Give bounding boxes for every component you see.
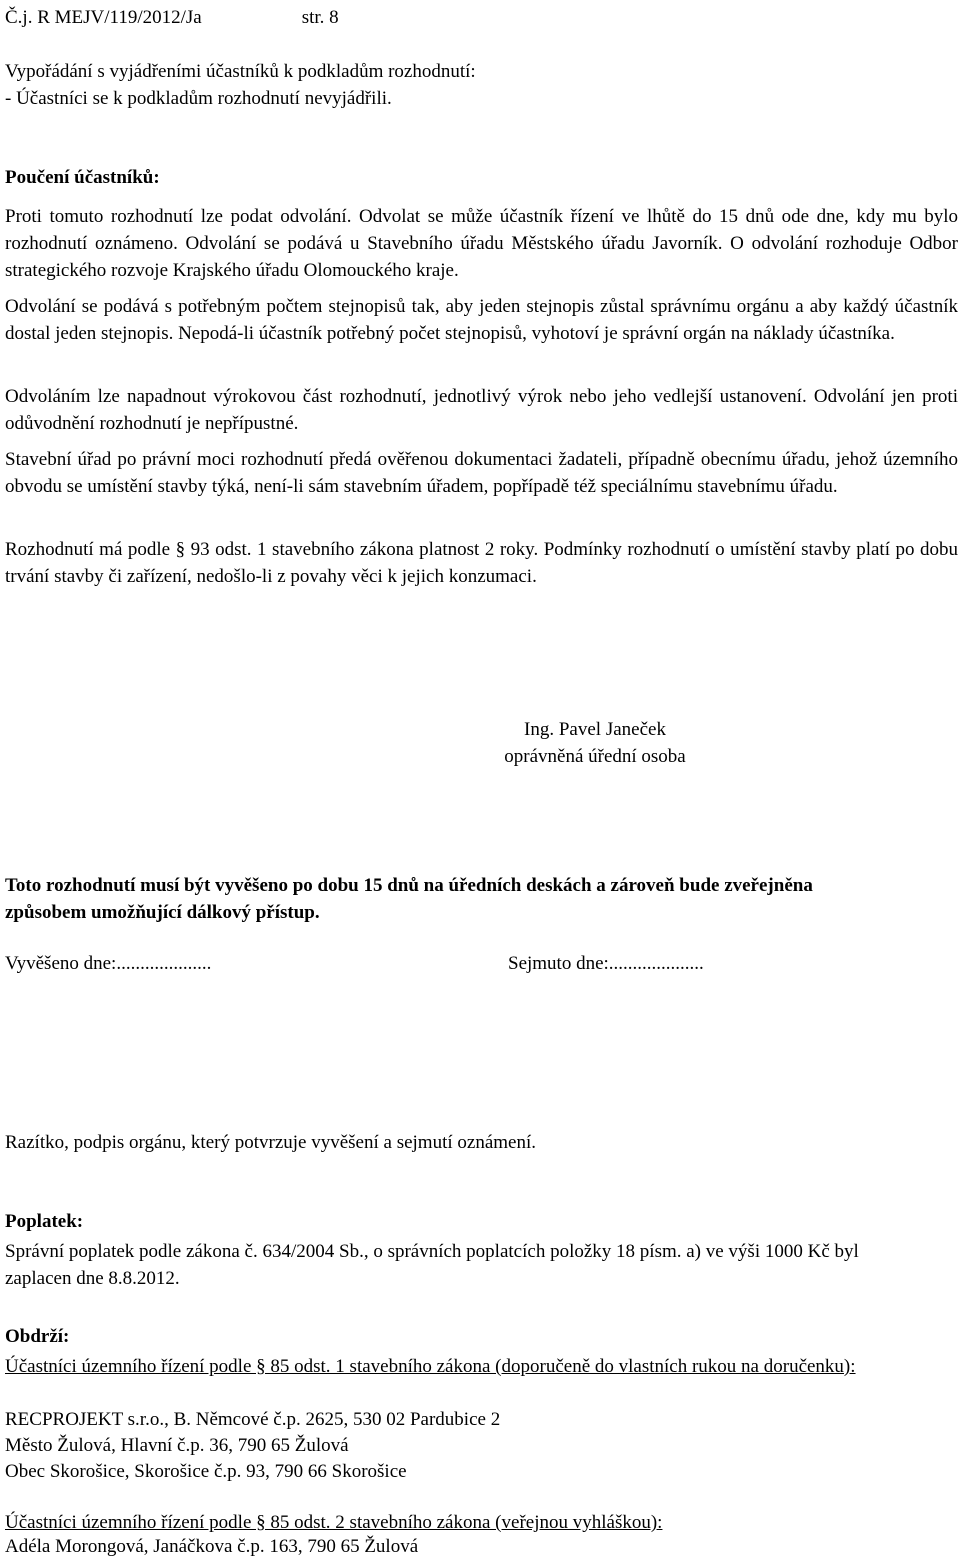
recipient-item: Adéla Morongová, Janáčkova č.p. 163, 790 65 Žulová — [5, 1536, 419, 1557]
removed-date-field: Sejmuto dne:.................... — [508, 953, 704, 974]
posted-date-field: Vyvěšeno dne:.................... — [5, 953, 212, 974]
recipients-group-1-title: Účastníci územního řízení podle § 85 odst. 1 stavebního zákona (doporučeně do vlastních rukou na doručenku): — [5, 1356, 856, 1377]
fee-text: Správní poplatek podle zákona č. 634/2004 Sb., o správních poplatcích položky 18 písm. a) ve výši 1000 Kč byl zaplacen dne 8.8.2012. — [5, 1241, 859, 1289]
recipient-item: Město Žulová, Hlavní č.p. 36, 790 65 Žulová — [5, 1435, 349, 1456]
signature-role: oprávněná úřední osoba — [504, 746, 686, 767]
instruction-scope-paragraph: Odvoláním lze napadnout výrokovou část rozhodnutí, jednotlivý výrok nebo jeho vedlejší ustanovení. Odvolání jen proti odůvodnění rozhodnutí je nepřípustné. — [5, 386, 958, 434]
instruction-appeal-paragraph: Proti tomuto rozhodnutí lze podat odvolání. Odvolat se může účastník řízení ve lhůtě do 15 dnů ode dne, kdy mu bylo rozhodnutí oznámeno. Odvolání se podává u Stavebního úřadu Městského úřadu Javorník. O odvolání rozhoduje Odbor strategického rozvoje Krajského úřadu Olomouckého kraje. — [5, 206, 958, 281]
objections-heading: Vypořádání s vyjádřeními účastníků k podkladům rozhodnutí: — [5, 61, 476, 82]
posting-notice: Toto rozhodnutí musí být vyvěšeno po dobu 15 dnů na úředních deskách a zároveň bude zveřejněna způsobem umožňující dálkový přístup. — [5, 875, 813, 923]
signature-name: Ing. Pavel Janeček — [524, 719, 666, 740]
page-number: str. 8 — [301, 7, 339, 28]
instruction-validity-paragraph: Rozhodnutí má podle § 93 odst. 1 stavebního zákona platnost 2 roky. Podmínky rozhodnutí o umístění stavby platí po dobu trvání stavby či zařízení, nedošlo-li z povahy věci k jejich konzumaci. — [5, 539, 958, 587]
page-header — [5, 4, 339, 31]
reference-number: Č.j. R MEJV/119/2012/Ja — [5, 7, 202, 28]
recipient-item: RECPROJEKT s.r.o., B. Němcové č.p. 2625, 530 02 Pardubice 2 — [5, 1409, 501, 1430]
fee-heading: Poplatek: — [5, 1211, 84, 1232]
recipients-group-2-title: Účastníci územního řízení podle § 85 odst. 2 stavebního zákona (veřejnou vyhláškou): — [5, 1512, 663, 1533]
recipients-heading: Obdrží: — [5, 1326, 70, 1347]
stamp-note: Razítko, podpis orgánu, který potvrzuje vyvěšení a sejmutí oznámení. — [5, 1132, 536, 1153]
objections-statement: - Účastníci se k podkladům rozhodnutí nevyjádřili. — [5, 88, 392, 109]
recipient-item: Obec Skorošice, Skorošice č.p. 93, 790 66 Skorošice — [5, 1461, 407, 1482]
instruction-copies-paragraph: Odvolání se podává s potřebným počtem stejnopisů tak, aby jeden stejnopis zůstal správnímu orgánu a aby každý účastník dostal jeden stejnopis. Nepodá-li účastník potřebný počet stejnopisů, vyhotoví je správní orgán na náklady účastníka. — [5, 296, 958, 344]
instruction-documentation-paragraph: Stavební úřad po právní moci rozhodnutí předá ověřenou dokumentaci žadateli, případně obecnímu úřadu, jehož územního obvodu se umístění stavby týká, není-li sám stavebním úřadem, popřípadě též speciálnímu stavebnímu úřadu. — [5, 449, 958, 497]
instruction-heading: Poučení účastníků: — [5, 167, 160, 188]
